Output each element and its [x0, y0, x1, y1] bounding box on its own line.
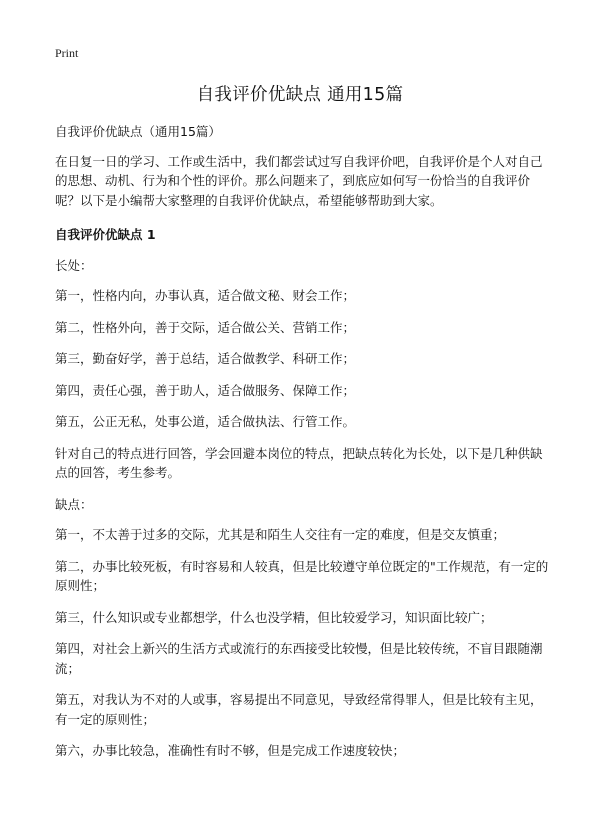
document-subtitle: 自我评价优缺点（通用15篇）	[55, 124, 221, 139]
weakness-item: 第六，办事比较急，准确性有时不够，但是完成工作速度较快；	[55, 743, 406, 758]
strength-item: 第三，勤奋好学，善于总结，适合做教学、科研工作；	[55, 351, 356, 366]
intro-paragraph: 在日复一日的学习、工作或生活中，我们都尝试过写自我评价吧，自我评价是个人对自己的思想、动机、行为和个性的评价。那么问题来了，到底应如何写一份恰当的自我评价呢？以下是小编帮大家整理的自我评价优缺点，希望能够帮助到大家。	[55, 153, 543, 208]
strengths-label: 长处：	[55, 257, 93, 273]
weakness-item: 第五，对我认为不对的人或事，容易提出不同意见，导致经常得罪人，但是比较有主见，有一定的原则性；	[55, 692, 543, 727]
weakness-item: 第一，不太善于过多的交际，尤其是和陌生人交往有一定的难度，但是交友慎重；	[55, 527, 506, 542]
page-title: 自我评价优缺点 通用15篇	[196, 85, 404, 105]
section-heading: 自我评价优缺点 1	[55, 227, 156, 242]
strength-item: 第五，公正无私，处事公道，适合做执法、行管工作。	[55, 414, 356, 429]
weakness-item: 第三，什么知识或专业都想学，什么也没学精，但比较爱学习，知识面比较广；	[55, 609, 493, 625]
weakness-item: 第二，办事比较死板，有时容易和人较真，但是比较遵守单位既定的"工作规范，有一定的原则性；	[55, 558, 549, 593]
transition-paragraph: 针对自己的特点进行回答，学会回避本岗位的特点，把缺点转化为长处，以下是几种供缺点的回答，考生参考。	[55, 445, 543, 480]
strength-item: 第一，性格内向，办事认真，适合做文秘、财会工作；	[55, 288, 356, 303]
print-link[interactable]: Print	[55, 46, 79, 60]
weakness-item: 第四，对社会上新兴的生活方式或流行的东西接受比较慢，但是比较传统，不盲目跟随潮流；	[55, 641, 543, 676]
weaknesses-label: 缺点：	[55, 496, 93, 512]
strength-item: 第二，性格外向，善于交际，适合做公关、营销工作；	[55, 319, 356, 335]
document-body	[55, 122, 553, 773]
strength-item: 第四，责任心强，善于助人，适合做服务、保障工作；	[55, 382, 356, 398]
